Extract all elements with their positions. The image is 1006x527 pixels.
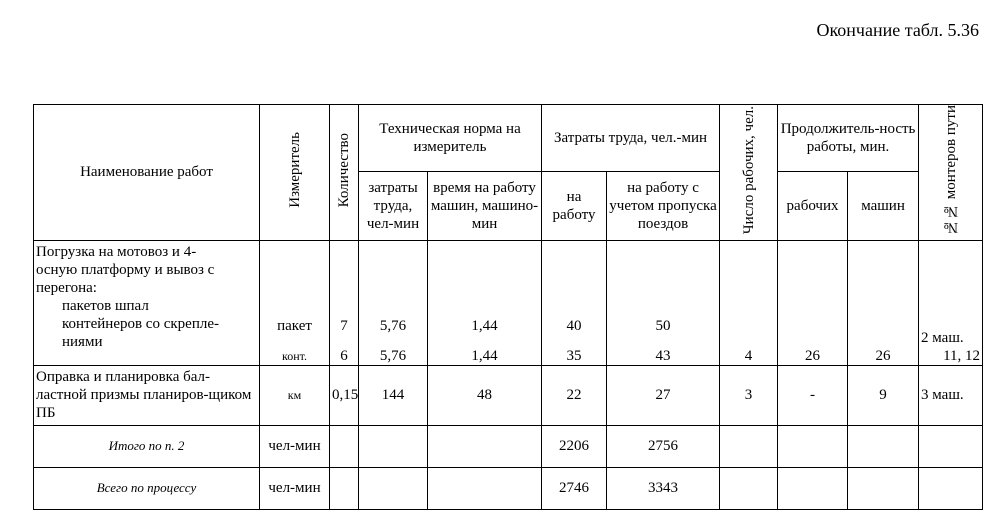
- row4-workers: [720, 467, 778, 509]
- row3-tech-labor: [359, 425, 428, 467]
- row2-labor-work: 22: [542, 365, 607, 425]
- header-team: №№ монтеров пути: [919, 105, 983, 241]
- row2-dur-machines: 9: [848, 365, 919, 425]
- row4-unit: чел-мин: [260, 467, 330, 509]
- header-labor-trains: на работу с учетом пропуска поездов: [607, 171, 720, 240]
- row4-labor-work: 2746: [542, 467, 607, 509]
- row2-qty: 0,15: [330, 365, 359, 425]
- header-tech-labor: затраты труда, чел-мин: [359, 171, 428, 240]
- row2-dur-workers: -: [778, 365, 848, 425]
- row1-name: Погрузка на мотовоз и 4- осную платформу и вывоз с перегона: пакетов шпал контейнеров со скрепле- ниями: [34, 240, 260, 365]
- row1-labor-work: 40 35: [542, 240, 607, 365]
- row2-name: Оправка и планировка бал-ластной призмы планиров-щиком ПБ: [34, 365, 260, 425]
- row3-team: [919, 425, 983, 467]
- row4-tech-labor: [359, 467, 428, 509]
- header-duration: Продолжитель-ность работы, мин.: [778, 105, 919, 172]
- row3-unit: чел-мин: [260, 425, 330, 467]
- row3-labor-work: 2206: [542, 425, 607, 467]
- header-unit: Измеритель: [260, 105, 330, 241]
- row4-name: Всего по процессу: [34, 467, 260, 509]
- header-tech-norm: Техническая норма на измеритель: [359, 105, 542, 172]
- row2-workers: 3: [720, 365, 778, 425]
- row3-dur-workers: [778, 425, 848, 467]
- header-dur-machines: машин: [848, 171, 919, 240]
- row1-tech-machine: 1,44 1,44: [428, 240, 542, 365]
- row4-dur-machines: [848, 467, 919, 509]
- header-labor: Затраты труда, чел.-мин: [542, 105, 720, 172]
- row1-labor-trains: 50 43: [607, 240, 720, 365]
- table-row: [34, 425, 983, 467]
- row2-tech-machine: 48: [428, 365, 542, 425]
- table-row: [34, 467, 983, 509]
- row3-tech-machine: [428, 425, 542, 467]
- row3-workers: [720, 425, 778, 467]
- header-name: Наименование работ: [34, 105, 260, 241]
- row1-dur-workers: 26: [778, 240, 848, 365]
- row1-qty: 7 6: [330, 240, 359, 365]
- row2-unit: км: [260, 365, 330, 425]
- row4-qty: [330, 467, 359, 509]
- row4-tech-machine: [428, 467, 542, 509]
- works-table: [33, 104, 983, 510]
- row2-tech-labor: 144: [359, 365, 428, 425]
- row3-labor-trains: 2756: [607, 425, 720, 467]
- header-workers: Число рабочих, чел.: [720, 105, 778, 241]
- row2-labor-trains: 27: [607, 365, 720, 425]
- row1-dur-machines: 26: [848, 240, 919, 365]
- row3-name: Итого по п. 2: [34, 425, 260, 467]
- row2-team: 3 маш.: [919, 365, 983, 425]
- row3-qty: [330, 425, 359, 467]
- row1-workers: 4: [720, 240, 778, 365]
- header-tech-machine: время на работу машин, машино-мин: [428, 171, 542, 240]
- row4-dur-workers: [778, 467, 848, 509]
- table-row: [34, 240, 983, 365]
- row4-team: [919, 467, 983, 509]
- table-row: [34, 365, 983, 425]
- header-dur-workers: рабочих: [778, 171, 848, 240]
- row3-dur-machines: [848, 425, 919, 467]
- header-labor-work: на работу: [542, 171, 607, 240]
- row1-team: 2 маш. 11, 12: [919, 240, 983, 365]
- table-caption: Окончание табл. 5.36: [816, 20, 979, 40]
- header-qty: Количество: [330, 105, 359, 241]
- row4-labor-trains: 3343: [607, 467, 720, 509]
- row1-unit: пакет конт.: [260, 240, 330, 365]
- row1-tech-labor: 5,76 5,76: [359, 240, 428, 365]
